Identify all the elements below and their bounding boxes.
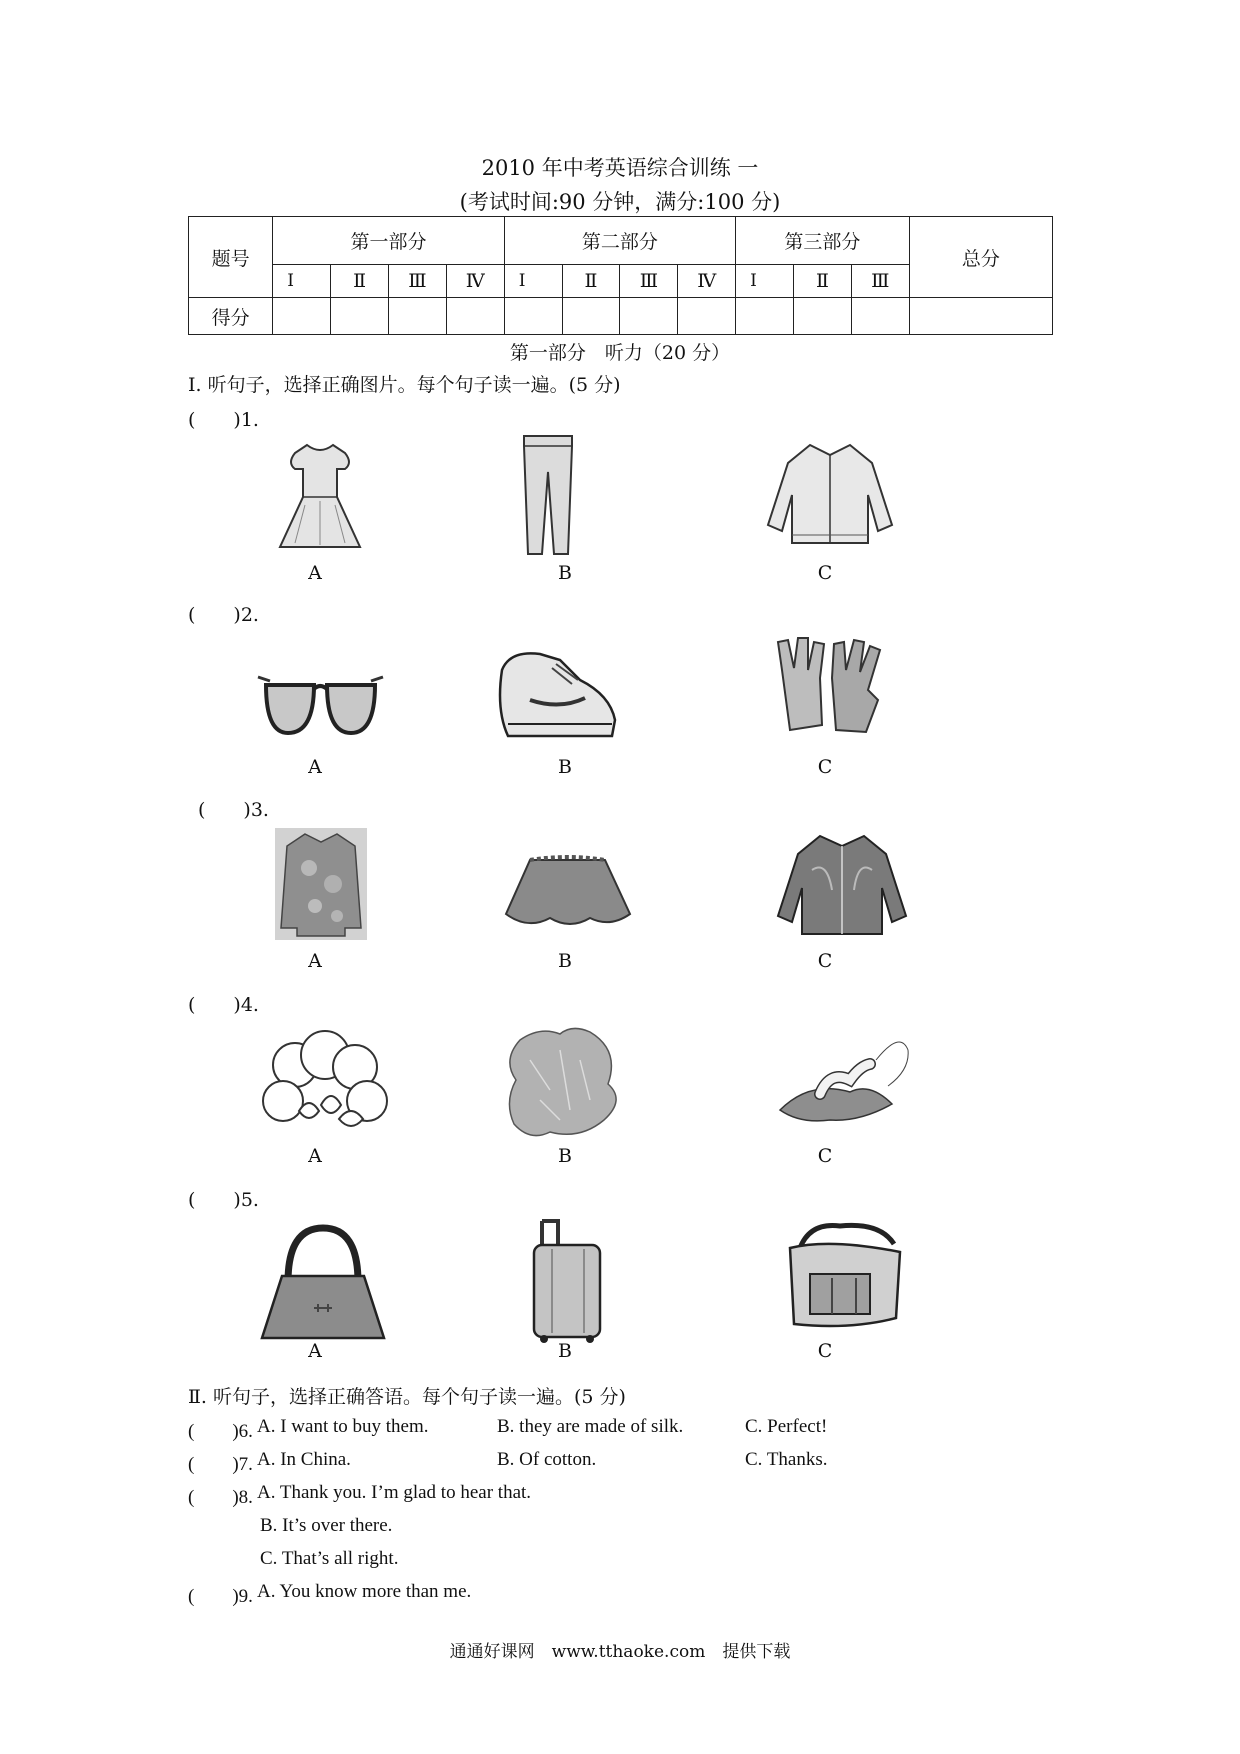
dress-picture (265, 435, 375, 555)
part-one-header: 第一部分 (273, 217, 504, 265)
question-number: ( )6. (188, 1421, 253, 1442)
option-label-b: B (558, 950, 572, 972)
backpack-picture (770, 1218, 910, 1336)
option-label-c: C (817, 950, 833, 972)
option-label-c: C (817, 756, 833, 778)
section-one-instructions: I. 听句子，选择正确图片。每个句子读一遍。(5 分) (188, 374, 621, 396)
jacket-picture (760, 435, 900, 555)
question-number: ( )4. (188, 994, 259, 1016)
score-cell[interactable] (620, 298, 678, 335)
gloves-picture (762, 630, 892, 750)
sub-header: I (504, 265, 562, 298)
silkworm-picture (770, 1030, 915, 1125)
skirt-picture (500, 852, 635, 932)
footer-credit: 通通好课网 www.tthaoke.com 提供下载 (449, 1642, 791, 1662)
sub-header: Ⅱ (562, 265, 620, 298)
exam-subtitle: (考试时间:90 分钟，满分:100 分) (459, 190, 781, 214)
score-cell[interactable] (562, 298, 620, 335)
option-label-b: B (558, 756, 572, 778)
sub-header: Ⅳ (678, 265, 736, 298)
question-number: ( )5. (188, 1189, 259, 1211)
question-number: ( )9. (188, 1586, 253, 1607)
part-one-heading: 第一部分 听力（20 分） (509, 342, 731, 364)
score-cell[interactable] (273, 298, 331, 335)
row-label-number: 题号 (189, 217, 273, 298)
option-label-b: B (558, 562, 572, 584)
question-number: ( )8. (188, 1487, 253, 1508)
sub-header: Ⅳ (446, 265, 504, 298)
option-label-c: C (817, 562, 833, 584)
option-label-c: C (817, 1145, 833, 1167)
total-score-cell[interactable] (909, 298, 1052, 335)
option-label-b: B (558, 1145, 572, 1167)
sub-header: Ⅱ (331, 265, 389, 298)
question-number: ( )1. (188, 409, 259, 431)
q6-option-a: A. I want to buy them. (257, 1416, 429, 1437)
q6-option-b: B. they are made of silk. (497, 1416, 684, 1437)
question-number: ( )7. (188, 1454, 253, 1475)
handbag-picture (258, 1220, 388, 1342)
score-cell[interactable] (446, 298, 504, 335)
option-label-a: A (308, 950, 322, 972)
score-cell[interactable] (736, 298, 794, 335)
score-cell[interactable] (388, 298, 446, 335)
score-table (188, 216, 1053, 335)
score-cell[interactable] (504, 298, 562, 335)
option-label-b: B (558, 1340, 572, 1362)
q7-option-a: A. In China. (257, 1449, 351, 1470)
score-cell[interactable] (331, 298, 389, 335)
silk-shirt-picture (275, 828, 367, 940)
sub-header: Ⅲ (851, 265, 909, 298)
q8-option-b: B. It’s over there. (260, 1515, 393, 1536)
q8-option-c: C. That’s all right. (260, 1548, 399, 1569)
question-number: ( )2. (188, 604, 259, 626)
suitcase-picture (528, 1215, 608, 1345)
exam-title: 2010 年中考英语综合训练 一 (481, 156, 759, 180)
sub-header: Ⅲ (620, 265, 678, 298)
score-cell[interactable] (794, 298, 852, 335)
sub-header: I (736, 265, 794, 298)
option-label-a: A (308, 562, 322, 584)
q8-option-a: A. Thank you. I’m glad to hear that. (257, 1482, 532, 1503)
score-cell[interactable] (678, 298, 736, 335)
option-label-a: A (308, 756, 322, 778)
question-number: ( )3. (198, 799, 269, 821)
q6-option-c: C. Perfect! (745, 1416, 828, 1437)
trousers-picture (518, 432, 578, 558)
q9-option-a: A. You know more than me. (257, 1581, 472, 1602)
option-label-a: A (308, 1145, 322, 1167)
q7-option-b: B. Of cotton. (497, 1449, 597, 1470)
sneaker-picture (490, 640, 625, 750)
sub-header: Ⅱ (794, 265, 852, 298)
part-three-header: 第三部分 (736, 217, 910, 265)
sunglasses-picture (248, 665, 393, 745)
part-two-header: 第二部分 (504, 217, 735, 265)
fur-pelt-picture (500, 1020, 630, 1145)
q7-option-c: C. Thanks. (745, 1449, 828, 1470)
sub-header: Ⅲ (388, 265, 446, 298)
score-cell[interactable] (851, 298, 909, 335)
row-label-score: 得分 (189, 298, 273, 335)
cotton-plant-picture (255, 1025, 395, 1143)
section-two-instructions: Ⅱ. 听句子，选择正确答语。每个句子读一遍。(5 分) (188, 1386, 626, 1408)
option-label-a: A (308, 1340, 322, 1362)
leather-jacket-picture (772, 830, 912, 942)
option-label-c: C (817, 1340, 833, 1362)
total-header: 总分 (909, 217, 1052, 298)
sub-header: I (273, 265, 331, 298)
